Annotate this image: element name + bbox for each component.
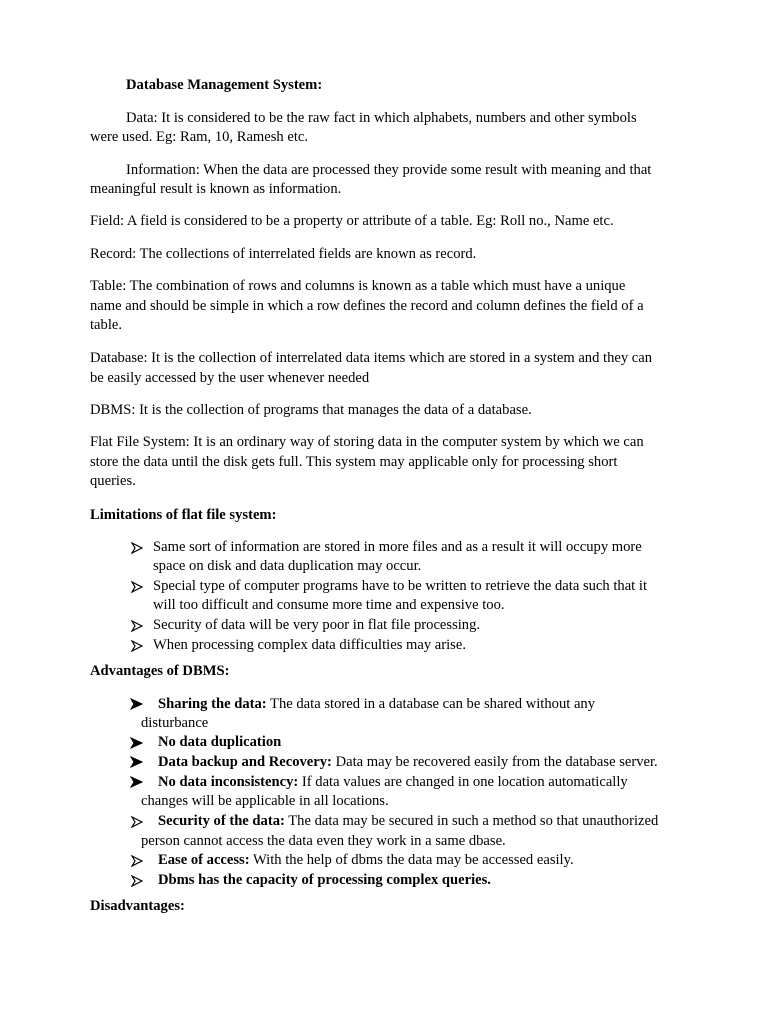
advantage-item-5-line-1 [158, 812, 658, 831]
arrowhead-bullet-icon [131, 855, 143, 867]
advantage-item-4-line-2: changes will be applicable in all locations. [141, 793, 389, 809]
disadvantages-heading: Disadvantages: [90, 898, 185, 914]
limitation-item-2-line-1: Special type of computer programs have to be written to retrieve the data such that it [153, 578, 647, 594]
arrowhead-bullet-icon [131, 875, 143, 887]
arrowhead-bullet-icon [130, 776, 142, 788]
advantage-item-1-line-2: disturbance [141, 715, 209, 731]
arrowhead-bullet-icon [131, 640, 143, 652]
limitation-item-1-line-1: Same sort of information are stored in more files and as a result it will occupy more [153, 539, 642, 555]
arrowhead-bullet-icon [130, 698, 142, 710]
limitations-heading: Limitations of flat file system: [90, 507, 277, 523]
advantage-item-3-text: Data may be recovered easily from the database server. [331, 754, 658, 770]
limitation-item-4: When processing complex data difficulties may arise. [153, 637, 466, 653]
field-definition: Field: A field is considered to be a property or attribute of a table. Eg: Roll no., Name etc. [90, 213, 614, 229]
advantage-item-1-line-1 [158, 695, 595, 714]
advantage-item-6-text: With the help of dbms the data may be accessed easily. [249, 852, 574, 868]
arrowhead-bullet-icon [131, 816, 143, 828]
flatfile-definition-line-3: queries. [90, 473, 136, 489]
advantage-item-5-line-2: person cannot access the data even they work in a same dbase. [141, 833, 506, 849]
table-definition-line-1: Table: The combination of rows and columns is known as a table which must have a unique [90, 278, 626, 294]
page-title: Database Management System: [126, 77, 323, 93]
data-definition-line-2: were used. Eg: Ram, 10, Ramesh etc. [90, 129, 309, 145]
arrowhead-bullet-icon [131, 620, 143, 632]
arrowhead-bullet-icon [131, 542, 143, 554]
arrowhead-bullet-icon [130, 737, 142, 749]
advantage-item-3-term: Data backup and Recovery: [158, 754, 332, 770]
advantage-item-5-term: Security of the data: [158, 813, 285, 829]
advantage-item-2 [158, 733, 281, 752]
limitation-item-1-line-2: space on disk and data duplication may occur. [153, 558, 422, 574]
information-definition-line-1: Information: When the data are processed they provide some result with meaning and that [126, 162, 652, 178]
advantages-heading: Advantages of DBMS: [90, 663, 230, 679]
flatfile-definition-line-2: store the data until the disk gets full. This system may applicable only for processing short [90, 454, 618, 470]
information-definition-line-2: meaningful result is known as information. [90, 181, 342, 197]
flatfile-definition-line-1: Flat File System: It is an ordinary way of storing data in the computer system by which we can [90, 434, 644, 450]
table-definition-line-3: table. [90, 317, 123, 333]
advantage-item-2-term: No data duplication [158, 734, 282, 750]
record-definition: Record: The collections of interrelated fields are known as record. [90, 246, 477, 262]
limitation-item-3: Security of data will be very poor in flat file processing. [153, 617, 481, 633]
advantage-item-4-text: If data values are changed in one location automatically [298, 774, 628, 790]
arrowhead-bullet-icon [131, 581, 143, 593]
advantage-item-6-term: Ease of access: [158, 852, 250, 868]
database-definition-line-1: Database: It is the collection of interrelated data items which are stored in a system and they can [90, 350, 653, 366]
advantage-item-4-term: No data inconsistency: [158, 774, 299, 790]
advantage-item-7-term: Dbms has the capacity of processing complex queries. [158, 872, 491, 888]
advantage-item-6 [158, 851, 574, 870]
data-definition-line-1: Data: It is considered to be the raw fact in which alphabets, numbers and other symbols [126, 110, 637, 126]
table-definition-line-2: name and should be simple in which a row defines the record and column defines the field of a [90, 298, 644, 314]
advantage-item-5-text: The data may be secured in such a method so that unauthorized [284, 813, 659, 829]
advantage-item-1-text: The data stored in a database can be shared without any [266, 696, 596, 712]
limitation-item-2-line-2: will too difficult and consume more time and expensive too. [153, 597, 505, 613]
arrowhead-bullet-icon [130, 756, 142, 768]
database-definition-line-2: be easily accessed by the user whenever needed [90, 370, 370, 386]
advantage-item-7 [158, 871, 491, 890]
dbms-definition: DBMS: It is the collection of programs that manages the data of a database. [90, 402, 532, 418]
advantage-item-1-term: Sharing the data: [158, 696, 267, 712]
advantage-item-4-line-1 [158, 773, 628, 792]
advantage-item-3 [158, 753, 658, 772]
